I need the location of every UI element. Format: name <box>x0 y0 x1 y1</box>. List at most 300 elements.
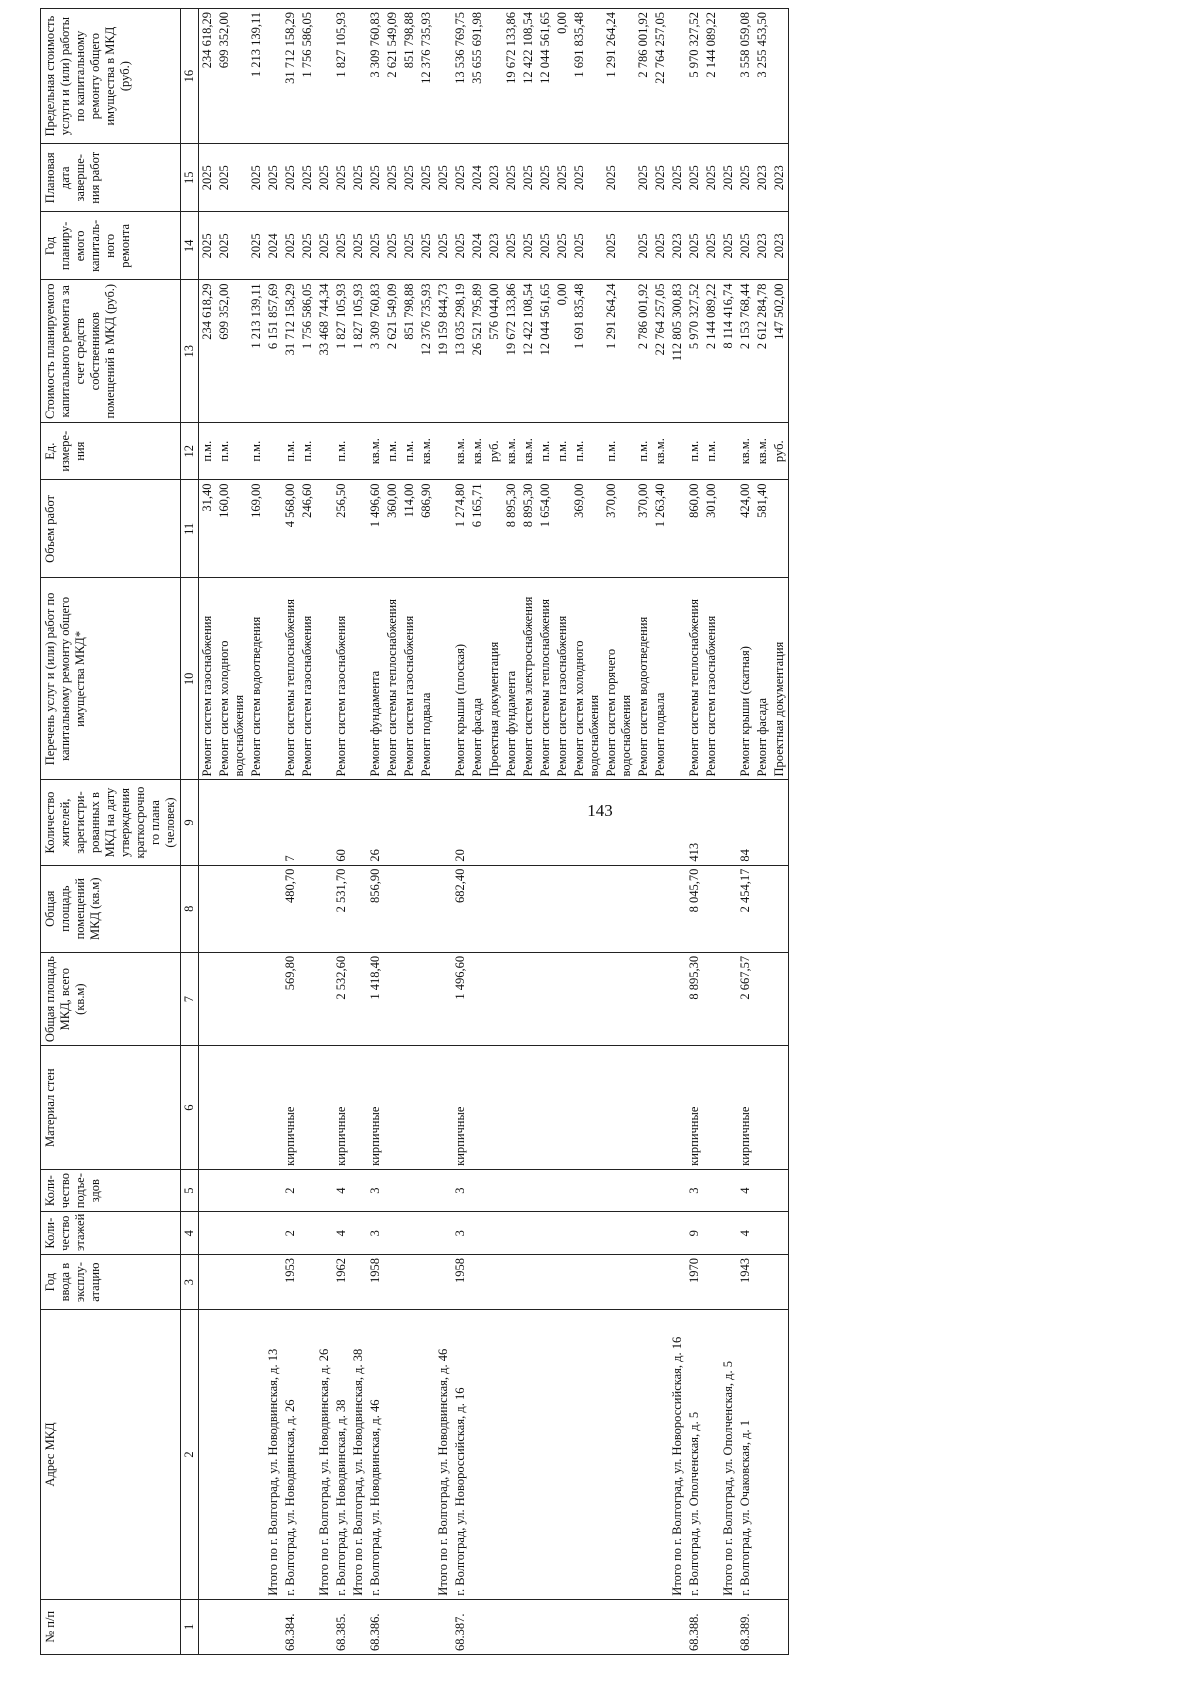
cell-col-14: 2025 <box>216 212 248 280</box>
cell-col-9 <box>469 780 486 865</box>
cell-col-6 <box>299 1046 316 1169</box>
column-number: 6 <box>181 1046 199 1169</box>
cell-col-9 <box>199 780 217 865</box>
building-row <box>282 9 299 1655</box>
cell-col-15: 2025 <box>669 144 686 212</box>
column-number: 4 <box>181 1212 199 1255</box>
cell-col-3 <box>652 1254 669 1309</box>
cell-col-3 <box>669 1254 686 1309</box>
cell-col-6: кирпичные <box>333 1046 350 1169</box>
cell-col-15: 2024 <box>469 144 486 212</box>
cell-col-2: г. Волгоград, ул. Новодвинская, д. 38 <box>333 1310 350 1599</box>
cell-col-7 <box>520 952 537 1046</box>
cell-col-10: Ремонт фасада <box>469 578 486 780</box>
cell-col-9 <box>401 780 418 865</box>
header-cell-3: Год ввода в эксплу-атацию <box>41 1254 181 1309</box>
cell-col-5: 3 <box>367 1169 384 1212</box>
cell-col-11 <box>265 480 282 578</box>
cell-col-13: 1 827 105,93 <box>333 280 350 423</box>
cell-col-5 <box>771 1169 789 1212</box>
cell-col-14: 2025 <box>571 212 603 280</box>
cell-col-1 <box>299 1599 316 1654</box>
cell-col-8 <box>669 865 686 952</box>
cell-col-3: 1958 <box>367 1254 384 1309</box>
cell-col-12: п.м. <box>537 423 554 480</box>
cell-col-15: 2025 <box>686 144 703 212</box>
table-row <box>554 9 571 1655</box>
cell-col-8 <box>754 865 771 952</box>
cell-col-6 <box>571 1046 603 1169</box>
cell-col-1 <box>652 1599 669 1654</box>
cell-col-1 <box>401 1599 418 1654</box>
cell-col-14: 2025 <box>537 212 554 280</box>
cell-col-2: Итого по г. Волгоград, ул. Новодвинская, д. 13 <box>265 1310 282 1599</box>
cell-col-4 <box>503 1212 520 1255</box>
cell-col-12: п.м. <box>282 423 299 480</box>
cell-col-14: 2025 <box>282 212 299 280</box>
cell-col-2 <box>635 1310 652 1599</box>
header-cell-5: Коли-чество подъе-здов <box>41 1169 181 1212</box>
cell-col-7 <box>603 952 635 1046</box>
cell-col-8: 856,90 <box>367 865 384 952</box>
cell-col-5 <box>350 1169 367 1212</box>
cell-col-4 <box>316 1212 333 1255</box>
cell-col-16: 234 618,29 <box>199 9 217 144</box>
cell-col-2 <box>503 1310 520 1599</box>
cell-col-3 <box>384 1254 401 1309</box>
cell-col-1 <box>199 1599 217 1654</box>
cell-col-4 <box>703 1212 720 1255</box>
cell-col-16 <box>350 9 367 144</box>
cell-col-9 <box>503 780 520 865</box>
header-cell-9: Количество жителей, зарегистри-рованных в МКД на дату утверждения краткосрочно го плана (человек) <box>41 780 181 865</box>
cell-col-10 <box>720 578 737 780</box>
cell-col-3 <box>603 1254 635 1309</box>
cell-col-11: 860,00 <box>686 480 703 578</box>
cell-col-7 <box>435 952 452 1046</box>
cell-col-10: Проектная документация <box>486 578 503 780</box>
cell-col-10: Ремонт систем газоснабжения <box>554 578 571 780</box>
cell-col-15: 2025 <box>737 144 754 212</box>
cell-col-16: 1 691 835,48 <box>571 9 603 144</box>
cell-col-2 <box>703 1310 720 1599</box>
cell-col-9 <box>603 780 635 865</box>
column-number: 14 <box>181 212 199 280</box>
cell-col-5 <box>469 1169 486 1212</box>
cell-col-8 <box>520 865 537 952</box>
cell-col-15: 2023 <box>486 144 503 212</box>
cell-col-6 <box>771 1046 789 1169</box>
cell-col-9: 84 <box>737 780 754 865</box>
cell-col-3 <box>401 1254 418 1309</box>
cell-col-1 <box>537 1599 554 1654</box>
cell-col-1 <box>503 1599 520 1654</box>
cell-col-1: 68.388. <box>686 1599 703 1654</box>
cell-col-4 <box>418 1212 435 1255</box>
cell-col-6 <box>316 1046 333 1169</box>
cell-col-1 <box>703 1599 720 1654</box>
cell-col-2 <box>216 1310 248 1599</box>
cell-col-12: кв.м. <box>418 423 435 480</box>
cell-col-4 <box>520 1212 537 1255</box>
cell-col-1 <box>720 1599 737 1654</box>
cell-col-8 <box>554 865 571 952</box>
cell-col-5 <box>635 1169 652 1212</box>
cell-col-13: 851 798,88 <box>401 280 418 423</box>
cell-col-15: 2025 <box>537 144 554 212</box>
cell-col-14: 2023 <box>754 212 771 280</box>
cell-col-3 <box>350 1254 367 1309</box>
cell-col-6 <box>537 1046 554 1169</box>
cell-col-15: 2025 <box>418 144 435 212</box>
cell-col-8 <box>603 865 635 952</box>
cell-col-4: 3 <box>452 1212 469 1255</box>
cell-col-2: г. Волгоград, ул. Новодвинская, д. 46 <box>367 1310 384 1599</box>
cell-col-16: 3 255 453,50 <box>754 9 771 144</box>
cell-col-13: 2 612 284,78 <box>754 280 771 423</box>
cell-col-1 <box>520 1599 537 1654</box>
cell-col-4: 2 <box>282 1212 299 1255</box>
cell-col-9 <box>635 780 652 865</box>
cell-col-3 <box>199 1254 217 1309</box>
cell-col-12: п.м. <box>299 423 316 480</box>
cell-col-11: 1 496,60 <box>367 480 384 578</box>
cell-col-3 <box>248 1254 265 1309</box>
cell-col-1: 68.389. <box>737 1599 754 1654</box>
building-row <box>452 9 469 1655</box>
cell-col-9 <box>248 780 265 865</box>
cell-col-2 <box>771 1310 789 1599</box>
header-cell-15: Плановая дата заверше-ния работ <box>41 144 181 212</box>
cell-col-14: 2025 <box>418 212 435 280</box>
cell-col-5: 2 <box>282 1169 299 1212</box>
cell-col-5 <box>435 1169 452 1212</box>
cell-col-16: 22 764 257,05 <box>652 9 669 144</box>
cell-col-12: кв.м. <box>452 423 469 480</box>
cell-col-5 <box>537 1169 554 1212</box>
cell-col-5 <box>652 1169 669 1212</box>
cell-col-15: 2025 <box>282 144 299 212</box>
cell-col-16: 3 309 760,83 <box>367 9 384 144</box>
cell-col-2 <box>754 1310 771 1599</box>
cell-col-15: 2025 <box>199 144 217 212</box>
total-row <box>435 9 452 1655</box>
cell-col-10 <box>669 578 686 780</box>
cell-col-1 <box>418 1599 435 1654</box>
cell-col-11: 169,00 <box>248 480 265 578</box>
cell-col-4 <box>571 1212 603 1255</box>
table-row <box>503 9 520 1655</box>
cell-col-15: 2025 <box>299 144 316 212</box>
cell-col-3 <box>635 1254 652 1309</box>
cell-col-3 <box>571 1254 603 1309</box>
cell-col-7 <box>299 952 316 1046</box>
cell-col-6 <box>384 1046 401 1169</box>
cell-col-14: 2025 <box>703 212 720 280</box>
cell-col-8: 8 045,70 <box>686 865 703 952</box>
cell-col-9 <box>299 780 316 865</box>
cell-col-14: 2025 <box>452 212 469 280</box>
cell-col-4 <box>652 1212 669 1255</box>
table-row <box>771 9 789 1655</box>
cell-col-10: Ремонт системы теплоснабжения <box>537 578 554 780</box>
table-row <box>418 9 435 1655</box>
cell-col-16: 2 621 549,09 <box>384 9 401 144</box>
cell-col-14: 2025 <box>737 212 754 280</box>
cell-col-9 <box>418 780 435 865</box>
table-row <box>486 9 503 1655</box>
cell-col-11 <box>316 480 333 578</box>
cell-col-16: 2 144 089,22 <box>703 9 720 144</box>
cell-col-7 <box>669 952 686 1046</box>
cell-col-15: 2025 <box>350 144 367 212</box>
table-row <box>248 9 265 1655</box>
total-row <box>720 9 737 1655</box>
header-cell-12: Ед. измере-ния <box>41 423 181 480</box>
cell-col-2 <box>554 1310 571 1599</box>
header-cell-13: Стоимость планируемого капитального ремонта за счет средств собственников помещений в МКД (руб.) <box>41 280 181 423</box>
cell-col-5 <box>503 1169 520 1212</box>
cell-col-9 <box>384 780 401 865</box>
cell-col-15: 2025 <box>401 144 418 212</box>
cell-col-3 <box>486 1254 503 1309</box>
cell-col-13: 3 309 760,83 <box>367 280 384 423</box>
cell-col-7: 569,80 <box>282 952 299 1046</box>
cell-col-3: 1970 <box>686 1254 703 1309</box>
cell-col-5 <box>520 1169 537 1212</box>
cell-col-5 <box>248 1169 265 1212</box>
cell-col-7 <box>554 952 571 1046</box>
cell-col-16 <box>771 9 789 144</box>
cell-col-10: Проектная документация <box>771 578 789 780</box>
cell-col-3: 1953 <box>282 1254 299 1309</box>
cell-col-5 <box>216 1169 248 1212</box>
table-row <box>469 9 486 1655</box>
cell-col-14: 2023 <box>669 212 686 280</box>
cell-col-3 <box>469 1254 486 1309</box>
cell-col-4 <box>537 1212 554 1255</box>
cell-col-6 <box>520 1046 537 1169</box>
cell-col-7 <box>216 952 248 1046</box>
cell-col-4 <box>669 1212 686 1255</box>
cell-col-3 <box>316 1254 333 1309</box>
header-cell-10: Перечень услуг и (или) работ по капитальному ремонту общего имущества МКД* <box>41 578 181 780</box>
cell-col-4 <box>554 1212 571 1255</box>
table-row <box>199 9 217 1655</box>
cell-col-5 <box>754 1169 771 1212</box>
cell-col-7: 2 532,60 <box>333 952 350 1046</box>
table-row <box>537 9 554 1655</box>
cell-col-12: кв.м. <box>737 423 754 480</box>
cell-col-9 <box>537 780 554 865</box>
cell-col-5 <box>603 1169 635 1212</box>
cell-col-1: 68.384. <box>282 1599 299 1654</box>
cell-col-14: 2025 <box>686 212 703 280</box>
cell-col-10: Ремонт систем газоснабжения <box>299 578 316 780</box>
cell-col-7 <box>571 952 603 1046</box>
cell-col-4 <box>384 1212 401 1255</box>
cell-col-1 <box>265 1599 282 1654</box>
cell-col-12: п.м. <box>248 423 265 480</box>
cell-col-9 <box>571 780 603 865</box>
cell-col-2: г. Волгоград, ул. Ополченская, д. 5 <box>686 1310 703 1599</box>
cell-col-7 <box>486 952 503 1046</box>
cell-col-4: 9 <box>686 1212 703 1255</box>
cell-col-9: 7 <box>282 780 299 865</box>
cell-col-10: Ремонт системы теплоснабжения <box>686 578 703 780</box>
cell-col-4 <box>216 1212 248 1255</box>
cell-col-13: 31 712 158,29 <box>282 280 299 423</box>
cell-col-15: 2023 <box>771 144 789 212</box>
cell-col-7: 8 895,30 <box>686 952 703 1046</box>
cell-col-8: 682,40 <box>452 865 469 952</box>
header-cell-6: Материал стен <box>41 1046 181 1169</box>
cell-col-8 <box>635 865 652 952</box>
cell-col-16: 699 352,00 <box>216 9 248 144</box>
cell-col-13: 12 422 108,54 <box>520 280 537 423</box>
cell-col-1 <box>554 1599 571 1654</box>
cell-col-6: кирпичные <box>282 1046 299 1169</box>
cell-col-6 <box>248 1046 265 1169</box>
cell-col-6 <box>669 1046 686 1169</box>
table-row <box>571 9 603 1655</box>
cell-col-15: 2025 <box>520 144 537 212</box>
cell-col-7 <box>401 952 418 1046</box>
cell-col-13: 1 213 139,11 <box>248 280 265 423</box>
cell-col-1: 68.387. <box>452 1599 469 1654</box>
cell-col-11: 8 895,30 <box>520 480 537 578</box>
cell-col-12: кв.м. <box>520 423 537 480</box>
cell-col-12: п.м. <box>333 423 350 480</box>
cell-col-12: кв.м. <box>754 423 771 480</box>
cell-col-1 <box>669 1599 686 1654</box>
cell-col-12: п.м. <box>401 423 418 480</box>
cell-col-15: 2023 <box>754 144 771 212</box>
cell-col-11: 31,40 <box>199 480 217 578</box>
rotated-table-container <box>40 8 1200 1655</box>
cell-col-13: 2 786 001,92 <box>635 280 652 423</box>
cell-col-12 <box>265 423 282 480</box>
cell-col-6 <box>435 1046 452 1169</box>
cell-col-12: п.м. <box>703 423 720 480</box>
cell-col-15: 2025 <box>248 144 265 212</box>
table-row <box>520 9 537 1655</box>
cell-col-8 <box>350 865 367 952</box>
cell-col-7 <box>652 952 669 1046</box>
cell-col-5 <box>265 1169 282 1212</box>
cell-col-13: 112 805 300,83 <box>669 280 686 423</box>
column-number: 9 <box>181 780 199 865</box>
cell-col-2 <box>571 1310 603 1599</box>
cell-col-14: 2025 <box>299 212 316 280</box>
cell-col-11 <box>350 480 367 578</box>
cell-col-10: Ремонт систем горячего водоснабжения <box>603 578 635 780</box>
cell-col-10: Ремонт системы теплоснабжения <box>282 578 299 780</box>
cell-col-14: 2025 <box>720 212 737 280</box>
cell-col-15: 2025 <box>652 144 669 212</box>
cell-col-14: 2025 <box>652 212 669 280</box>
cell-col-10: Ремонт подвала <box>418 578 435 780</box>
cell-col-5 <box>299 1169 316 1212</box>
cell-col-11: 1 263,40 <box>652 480 669 578</box>
cell-col-11: 424,00 <box>737 480 754 578</box>
total-row <box>669 9 686 1655</box>
column-number: 7 <box>181 952 199 1046</box>
cell-col-7 <box>418 952 435 1046</box>
table-row <box>635 9 652 1655</box>
cell-col-10: Ремонт систем водоотведения <box>248 578 265 780</box>
cell-col-15: 2025 <box>384 144 401 212</box>
cell-col-12: п.м. <box>571 423 603 480</box>
building-row <box>367 9 384 1655</box>
cell-col-9 <box>350 780 367 865</box>
cell-col-3 <box>503 1254 520 1309</box>
cell-col-16: 31 712 158,29 <box>282 9 299 144</box>
cell-col-10: Ремонт систем холодного водоснабжения <box>216 578 248 780</box>
cell-col-8 <box>771 865 789 952</box>
total-row <box>265 9 282 1655</box>
cell-col-12: п.м. <box>216 423 248 480</box>
table-row <box>401 9 418 1655</box>
header-row <box>41 9 181 1655</box>
cell-col-16: 5 970 327,52 <box>686 9 703 144</box>
cell-col-4 <box>720 1212 737 1255</box>
cell-col-13: 19 159 844,73 <box>435 280 452 423</box>
column-number: 13 <box>181 280 199 423</box>
cell-col-2 <box>537 1310 554 1599</box>
cell-col-16: 2 786 001,92 <box>635 9 652 144</box>
cell-col-13: 147 502,00 <box>771 280 789 423</box>
cell-col-9 <box>486 780 503 865</box>
cell-col-7 <box>350 952 367 1046</box>
cell-col-10: Ремонт систем газоснабжения <box>199 578 217 780</box>
cell-col-15: 2025 <box>720 144 737 212</box>
cell-col-11: 301,00 <box>703 480 720 578</box>
cell-col-5: 4 <box>333 1169 350 1212</box>
cell-col-9: 413 <box>686 780 703 865</box>
cell-col-8 <box>316 865 333 952</box>
building-row <box>333 9 350 1655</box>
cell-col-11: 256,50 <box>333 480 350 578</box>
cell-col-14: 2024 <box>265 212 282 280</box>
total-row <box>316 9 333 1655</box>
cell-col-14: 2025 <box>384 212 401 280</box>
cell-col-8 <box>384 865 401 952</box>
cell-col-14: 2025 <box>520 212 537 280</box>
cell-col-2 <box>299 1310 316 1599</box>
cell-col-8 <box>216 865 248 952</box>
cell-col-7 <box>384 952 401 1046</box>
cell-col-5 <box>316 1169 333 1212</box>
cell-col-4: 4 <box>737 1212 754 1255</box>
cell-col-10: Ремонт систем газоснабжения <box>401 578 418 780</box>
cell-col-9 <box>652 780 669 865</box>
cell-col-1 <box>486 1599 503 1654</box>
cell-col-13: 22 764 257,05 <box>652 280 669 423</box>
cell-col-6 <box>554 1046 571 1169</box>
cell-col-3 <box>771 1254 789 1309</box>
cell-col-3 <box>435 1254 452 1309</box>
cell-col-13: 576 044,00 <box>486 280 503 423</box>
cell-col-15: 2025 <box>265 144 282 212</box>
column-number-row <box>181 9 199 1655</box>
cell-col-15: 2025 <box>316 144 333 212</box>
cell-col-16 <box>316 9 333 144</box>
cell-col-14: 2023 <box>486 212 503 280</box>
cell-col-11: 4 568,00 <box>282 480 299 578</box>
cell-col-7: 2 667,57 <box>737 952 754 1046</box>
cell-col-11: 370,00 <box>603 480 635 578</box>
